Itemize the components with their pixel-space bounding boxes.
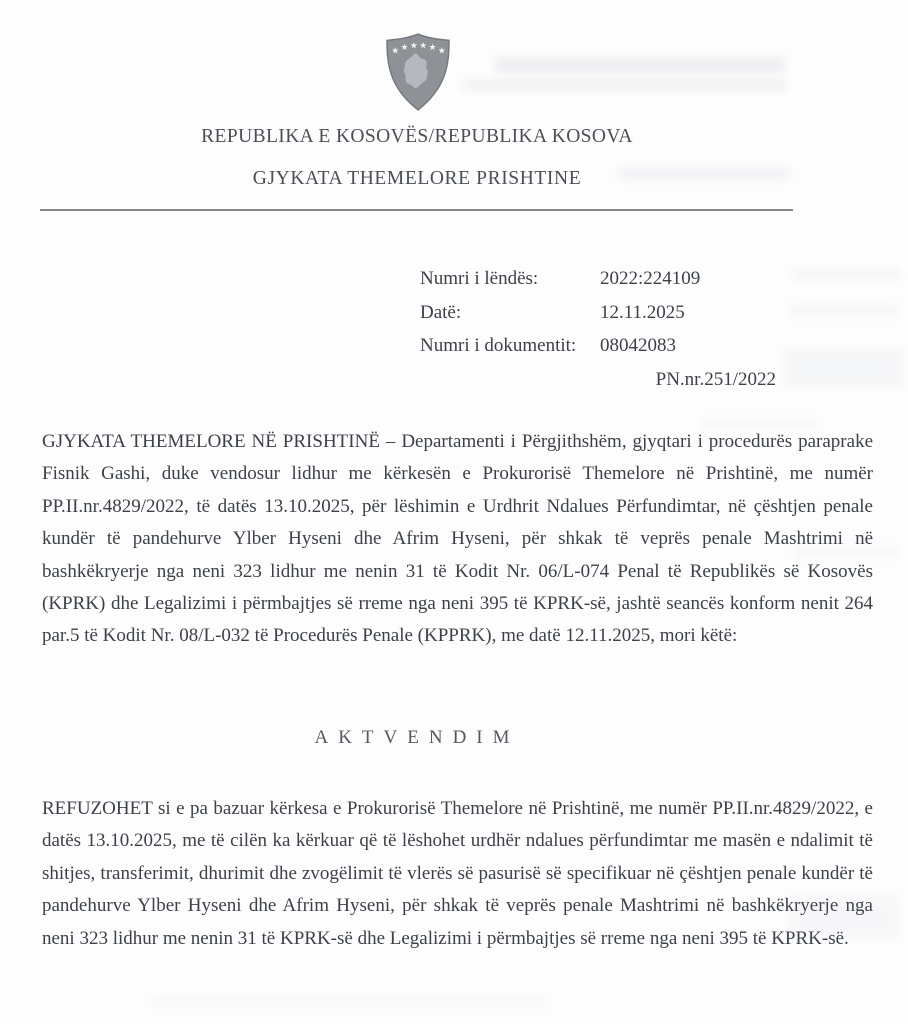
meta-label: Datë: [420, 301, 462, 323]
meta-label: Numri i dokumentit: [420, 335, 577, 356]
meta-value: 2022:224109 [600, 268, 701, 289]
case-metadata [420, 262, 776, 396]
scan-artifact [793, 268, 901, 280]
header-divider [40, 209, 793, 211]
intro-paragraph: GJYKATA THEMELORE NË PRISHTINË – Departamenti i Përgjithshëm, gjyqtari i procedurës paraprake Fisnik Gashi, duke vendosur lidhur me kërkesën e Prokurorisë Themelore në Prishtinë, me numër PP.II.nr.4829/2022, të datës 13.10.2025, për lëshimin e Urdhrit Ndalues Përfundimtar, në çështjen penale kundër të pandehurve Ylber Hyseni dhe Afrim Hyseni, për shkak të veprës penale Mashtrimi në bashkëkryerje nga neni 323 lidhur me nenin 31 të Kodit Nr. 06/L-074 Penal të Republikës së Kosovës (KPRK) dhe Legalizimi i përmbajtjes së rreme nga neni 395 të KPRK-së, jashtë seancës konform nenit 264 par.5 të Kodit Nr. 08/L-032 të Procedurës Penale (KPPRK), me datë 12.11.2025, mori këtë: [42, 431, 873, 647]
kosovo-coat-of-arms-icon [383, 32, 453, 112]
scan-artifact [788, 305, 900, 317]
scan-artifact [783, 348, 903, 388]
case-reference-number: PN.nr.251/2022 [655, 368, 776, 390]
scan-artifact [150, 995, 550, 1007]
meta-row-date [420, 296, 776, 330]
meta-value: 08042083 [600, 335, 676, 356]
decision-paragraph: REFUZOHET si e pa bazuar kërkesa e Prokurorisë Themelore në Prishtinë, me numër PP.II.nr.4829/2022, e datës 13.10.2025, me të cilën ka kërkuar që të lëshohet urdhër ndalues përfundimtar me masën e ndalimit të shitjes, transferimit, dhurimit dhe zvogëlimit të vlerës së pasurisë së specifikuar në çështjen penale kundër të pandehurve Ylber Hyseni dhe Afrim Hyseni, për shkak të veprës penale Mashtrimi në bashkëkryerje nga neni 323 lidhur me nenin 31 të KPRK-së dhe Legalizimi i përmbajtjes së rreme nga neni 395 të KPRK-së. [42, 798, 873, 949]
meta-row-case-number [420, 262, 776, 296]
meta-label: Numri i lëndës: [420, 268, 539, 289]
scan-artifact [495, 57, 785, 73]
republic-title: REPUBLIKA E KOSOVËS/REPUBLIKA KOSOVA [201, 126, 633, 147]
meta-value: 12.11.2025 [600, 301, 685, 323]
decision-heading: AKTVENDIM [314, 727, 520, 748]
scan-artifact [462, 79, 787, 91]
meta-row-document-number [420, 329, 776, 363]
court-title: GJYKATA THEMELORE PRISHTINE [252, 168, 582, 189]
